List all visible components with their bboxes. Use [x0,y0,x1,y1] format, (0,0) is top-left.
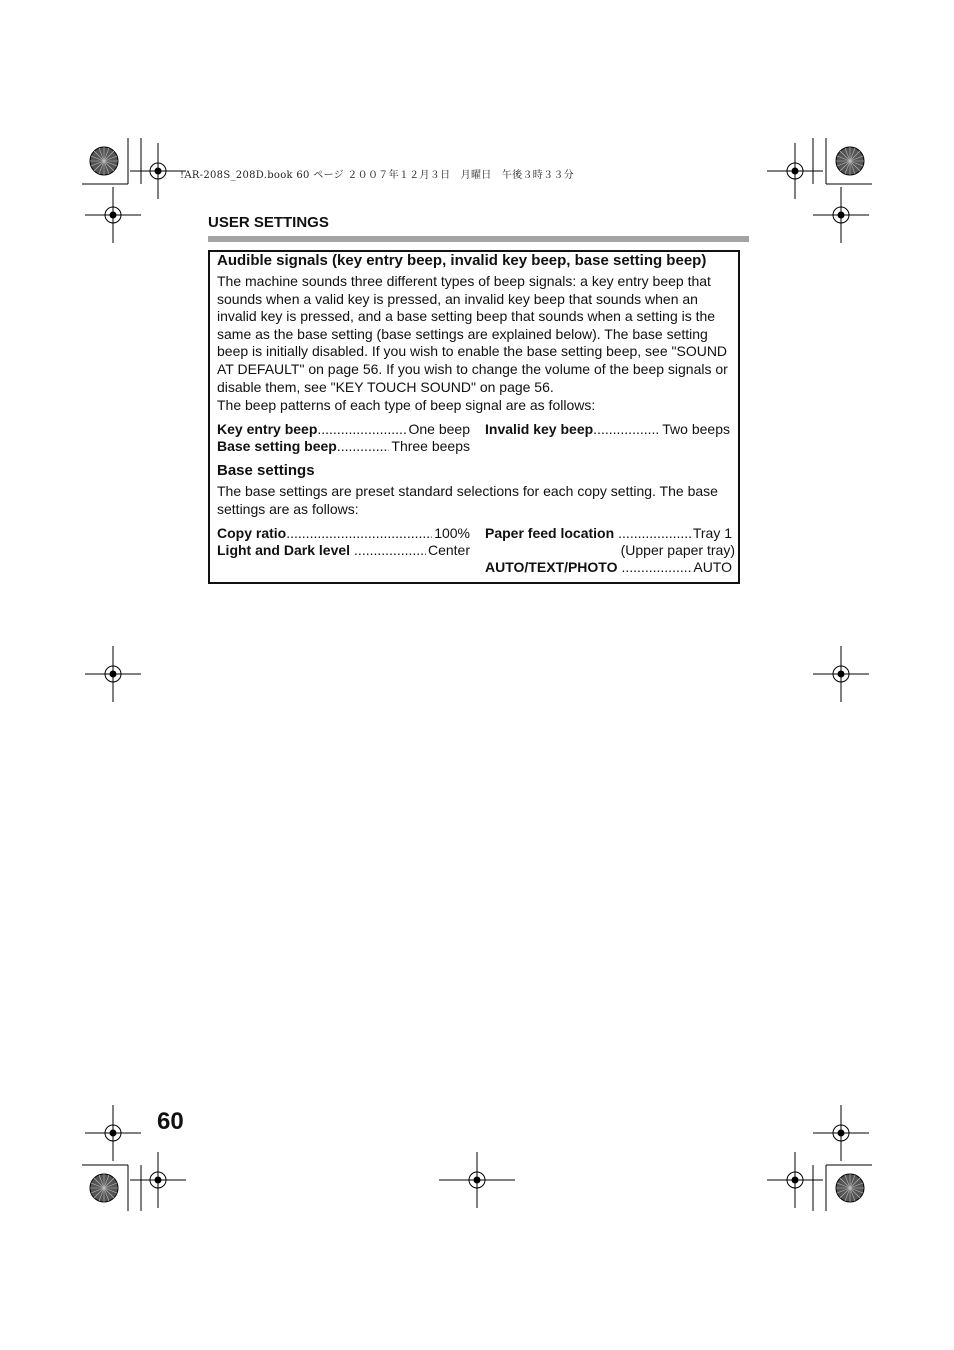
leader-dots [286,525,432,542]
auto-text-photo-value: AUTO [693,559,732,575]
intro-paragraph: The machine sounds three different types of beep signals: a key entry beep that sounds when a valid key is pressed, an invalid key beep that sounds when an invalid key is pressed, and a base setting beep that sounds when a setting is the same as the base setting (base settings are explained below). The base setting beep is initially disabled. If you wish to enable the base setting beep, see "SOUND AT DEFAULT" on page 56. If you wish to change the volume of the beep signals or disable them, see "KEY TOUCH SOUND" on page 56. [217,273,728,395]
leader-dots [350,542,426,559]
paper-feed-label: Paper feed location [485,525,615,541]
base-setting-beep-value: Three beeps [391,438,470,454]
base-settings-heading: Base settings [217,462,315,479]
auto-text-photo-label: AUTO/TEXT/PHOTO [485,559,618,575]
base-setting-beep-row [217,438,470,455]
key-entry-beep-label: Key entry beep [217,421,318,437]
paper-feed-value: Tray 1 [692,525,732,541]
copy-ratio-row [217,525,470,542]
leader-dots [614,525,691,542]
copy-ratio-label: Copy ratio [217,525,287,541]
beep-patterns-intro: The beep patterns of each type of beep signal are as follows: [217,397,596,413]
paper-feed-row [485,525,732,542]
base-setting-beep-label: Base setting beep [217,438,337,454]
leader-dots [618,559,692,576]
section-rule [208,236,749,242]
light-dark-row [217,542,470,559]
paper-feed-note: (Upper paper tray) [620,542,735,558]
settings-list-right [485,525,735,576]
paper-feed-note-row [485,542,735,559]
page-number: 60 [157,1108,184,1135]
key-entry-beep-value: One beep [408,421,470,437]
settings-list-left [217,525,470,559]
leader-dots [317,421,406,438]
auto-text-photo-row [485,559,732,576]
base-settings-paragraph: The base settings are preset standard selections for each copy setting. The base settings are as follows: [217,483,718,517]
key-entry-beep-row [217,421,470,438]
leader-dots [337,438,390,455]
box-title: Audible signals (key entry beep, invalid key beep, base setting beep) [217,252,707,269]
invalid-key-beep-row [485,421,730,438]
invalid-key-beep-label: Invalid key beep [485,421,594,437]
section-title: USER SETTINGS [208,214,329,231]
leader-dots [593,421,660,438]
print-header: !AR-208S_208D.book 60 ページ ２００７年１２月３日 月曜日 午後３時３３分 [180,170,574,181]
light-dark-label: Light and Dark level [217,542,351,558]
beep-list-left [217,421,470,455]
copy-ratio-value: 100% [434,525,470,541]
invalid-key-beep-value: Two beeps [662,421,730,437]
light-dark-value: Center [427,542,470,558]
beep-list-right [485,421,730,438]
